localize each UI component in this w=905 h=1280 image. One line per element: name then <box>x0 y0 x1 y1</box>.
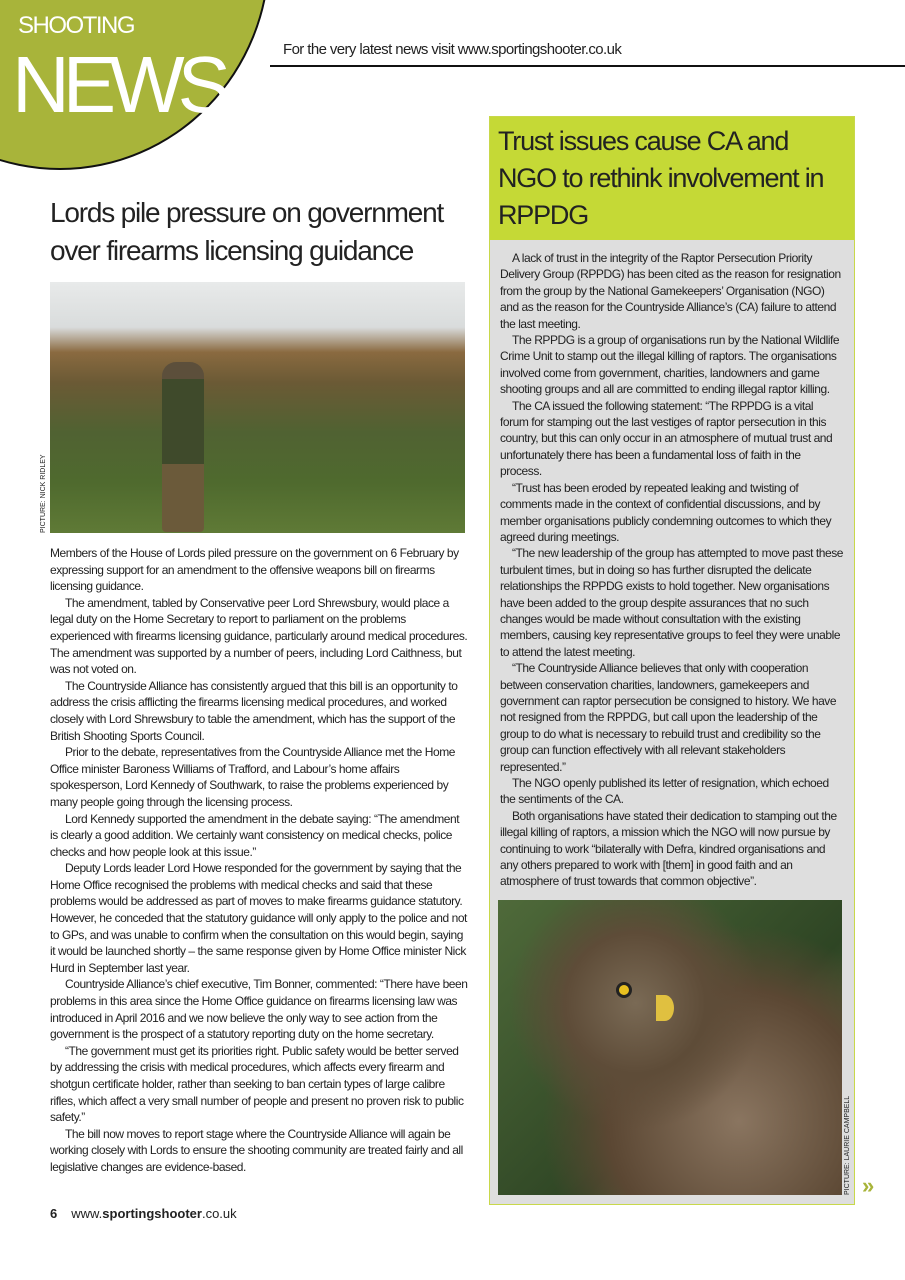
hawk-eye <box>616 982 632 998</box>
paragraph: The bill now moves to report stage where the Countryside Alliance will again be working closely with Lords to ensure the shooting community are treated fairly and all legislative changes are evidence-based. <box>50 1126 463 1174</box>
section-label-small: SHOOTING <box>18 12 135 39</box>
paragraph: Countryside Alliance’s chief executive, Tim Bonner, commented: “There have been problems in this area since the Home Office guidance on firearms licensing law was introduced in April 2016 and we now believe the only way to see action from the government is the prospect of a statutory reporting duty on the home secretary. <box>50 977 468 1042</box>
paragraph: The NGO openly published its letter of resignation, which echoed the sentiments of the CA. <box>500 776 829 807</box>
paragraph: The Countryside Alliance has consistently argued that this bill is an opportunity to address the crisis afflicting the firearms licensing medical procedures, and worked closely with Lord Shrewsbury to table the amendment, which has the support of the British Shooting Sports Council. <box>50 678 458 743</box>
paragraph: The RPPDG is a group of organisations run by the National Wildlife Crime Unit to stamp out the illegal killing of raptors. The organisations involved come from government, charities, landowners and game shooting groups and all are committed to ending illegal raptor killing. <box>500 333 840 397</box>
paragraph: “The government must get its priorities right. Public safety would be better served by addressing the crisis with medical procedures, which affects every firearm and shotgun certificate holder, rather than seeking to ban certain types of large calibre rifles, which affect a very small number of people and present no proven risk to public safety.” <box>50 1043 464 1125</box>
sidebar-body <box>490 240 854 890</box>
section-label-big: NEWS <box>12 40 224 129</box>
sidebar-headline: Trust issues cause CA and NGO to rethink involvement in RPPDG <box>498 126 824 230</box>
shooter-figure <box>162 362 204 532</box>
sidebar-header <box>490 117 854 240</box>
page-number: 6 <box>50 1205 58 1221</box>
footer-url-suffix: .co.uk <box>201 1205 237 1221</box>
main-article <box>40 194 468 1222</box>
hawk-photo <box>498 900 851 1195</box>
paragraph: Both organisations have stated their dedication to stamping out the illegal killing of raptors, a mission which the NGO will now pursue by continuing to work “bilaterally with Defra, kindred organisations and any others prepared to work with [them] in good faith and an atmosphere of trust towards that common objective”. <box>500 808 837 889</box>
paragraph: Prior to the debate, representatives from the Countryside Alliance met the Home Office minister Baroness Williams of Trafford, and Labour’s home affairs spokesperson, Lord Kennedy of Southwark, to raise the problems experienced by many people going through the licensing process. <box>50 745 455 809</box>
section-logo <box>0 0 272 172</box>
sidebar-article <box>489 116 855 1205</box>
paragraph: “The new leadership of the group has attempted to move past these turbulent times, but in doing so has further disrupted the delicate relationships the RPPDG exists to hold together. New organisations have been added to the group despite assurances that no such changes would be made without consultation with the existing members, causing key representative groups to feel they were unable to attend the latest meeting. <box>500 546 843 659</box>
hawk-beak <box>656 995 674 1021</box>
header-rule <box>270 65 905 67</box>
footer-url-prefix: www. <box>71 1205 103 1221</box>
paragraph: A lack of trust in the integrity of the Raptor Persecution Priority Delivery Group (RPPDG) has been cited as the reason for resignation from the group by the National Gamekeepers’ Organisation (NGO) and as the reason for the Countryside Alliance’s (CA) failure to attend the last meeting. <box>500 251 841 331</box>
paragraph: The CA issued the following statement: “The RPPDG is a vital forum for stamping out the last vestiges of raptor persecution in this country, but this can only occur in an atmosphere of mutual trust and unfortunately there has been a fundamental loss of faith in the process. <box>500 398 833 479</box>
photo-credit: PICTURE: NICK RIDLEY <box>40 454 47 533</box>
footer-url-brand: sportingshooter <box>102 1205 202 1221</box>
shooter-photo <box>40 282 465 533</box>
paragraph: Deputy Lords leader Lord Howe responded for the government by saying that the Home Office recognised the problems with medical checks and said that these problems would be addressed as part of moves to make firearms guidance statutory. However, he conceded that the statutory guidance will only apply to the police and not to GPs, and was unable to confirm when the consultation on this would begin, saying it would be launched shortly – the same response given by Home Office minister Nick Hurd in September last year. <box>50 861 467 975</box>
paragraph: Members of the House of Lords piled pressure on the government on 6 February by expressing support for an amendment to the offensive weapons bill on firearms licensing guidance. <box>50 546 459 594</box>
continue-arrow-icon: » <box>862 1173 875 1198</box>
paragraph: “Trust has been eroded by repeated leaking and twisting of comments made in the context of confidential discussions, and by member organisations publicly condemning outcomes to which they agreed during meetings. <box>500 480 832 544</box>
main-headline: Lords pile pressure on government over firearms licensing guidance <box>50 197 444 266</box>
paragraph: The amendment, tabled by Conservative peer Lord Shrewsbury, would place a legal duty on the Home Secretary to report to parliament on the problems experienced with firearms licensing guidance, particularly around medical procedures. The amendment was supported by a number of peers, including Lord Caithness, but was not voted on. <box>50 595 468 677</box>
photo-credit: PICTURE: LAURIE CAMPBELL <box>844 1095 851 1195</box>
paragraph: Lord Kennedy supported the amendment in the debate saying: “The amendment is clearly a good addition. We certainly want consistency on medical checks, police checks and how people look at this issue.” <box>50 811 460 859</box>
main-article-body <box>50 545 468 1176</box>
paragraph: “The Countryside Alliance believes that only with cooperation between conservation charities, landowners, gamekeepers and government can raptor persecution be consigned to history. We have not resigned from the RPPDG, but call upon the leadership of the group to do what is necessary to rebuild trust and credibility so the group can function effectively with all relevant stakeholders represented.” <box>500 661 837 774</box>
page-footer <box>50 1206 468 1222</box>
header-tagline: For the very latest news visit www.sportingshooter.co.uk <box>283 41 622 58</box>
